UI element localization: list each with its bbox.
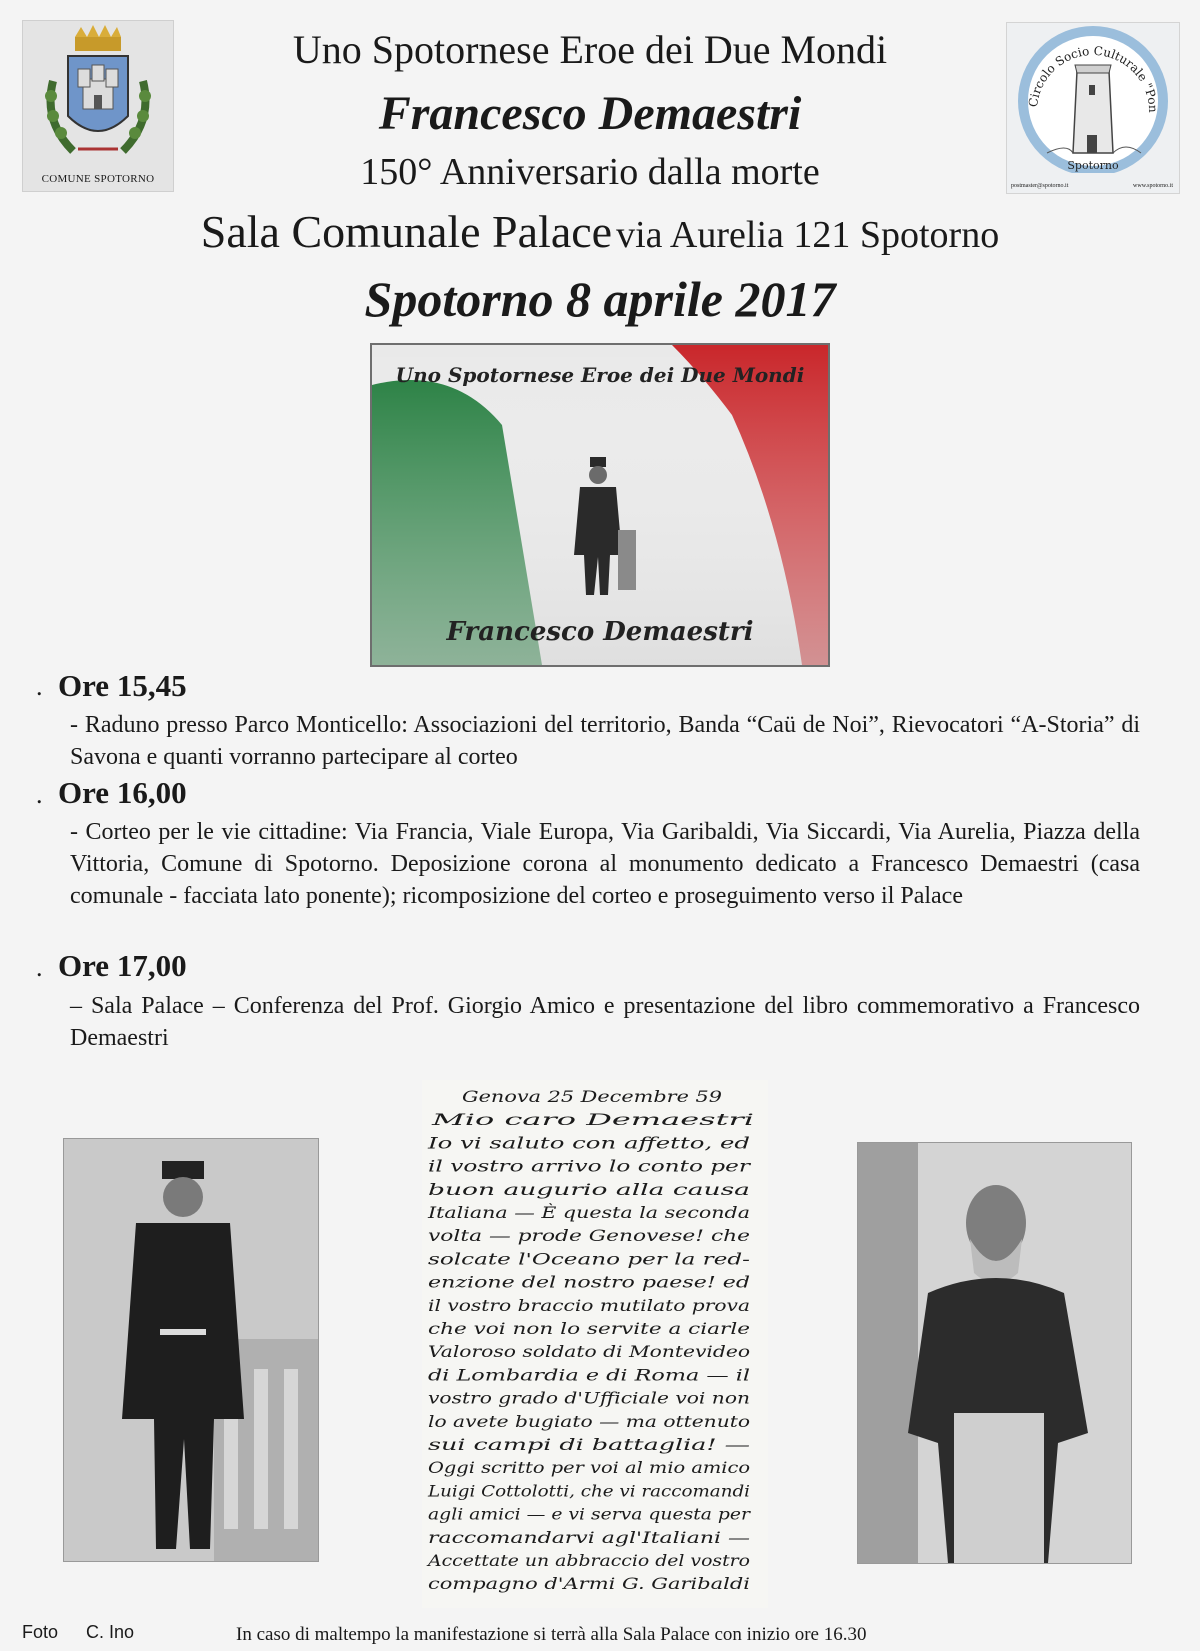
venue-line bbox=[0, 205, 1200, 258]
letter-line: Valoroso soldato di Montevideo bbox=[428, 1342, 750, 1362]
schedule-desc-3: – Sala Palace – Conferenza del Prof. Giorgio Amico e presentazione del libro commemorativo a Francesco Demaestri bbox=[70, 993, 1140, 1051]
logo-right-web: www.spotorno.it bbox=[1133, 183, 1173, 189]
comune-spotorno-logo bbox=[22, 20, 174, 192]
letter-line: vostro grado d'Ufficiale voi non bbox=[428, 1388, 750, 1408]
letter-line: lo avete bugiato — ma ottenuto bbox=[428, 1411, 750, 1431]
letter-line: sui campi di battaglia! — bbox=[428, 1435, 750, 1454]
letter-line: agli amici — e vi serva questa per bbox=[428, 1504, 752, 1524]
photo-demaestri bbox=[63, 1138, 319, 1562]
circolo-pontorno-logo bbox=[1006, 22, 1180, 194]
letter-line: Accettate un abbraccio del vostro bbox=[425, 1551, 750, 1570]
letter-line: buon augurio alla causa bbox=[428, 1179, 750, 1199]
logo-right-ring-text: Circolo Socio Culturale "Pon bbox=[1026, 43, 1161, 113]
letter-line: solcate l'Oceano per la red- bbox=[428, 1249, 750, 1269]
venue-address: via Aurelia 121 Spotorno bbox=[616, 214, 1000, 256]
schedule-desc-2: - Corteo per le vie cittadine: Via Francia, Viale Europa, Via Garibaldi, Via Siccardi, Via Aurelia, Piazza della Vittoria, Comune di Spotorno. Deposizione corona al monumento dedicato a Francesco Demaestri (casa comunale - facciata lato ponente); ricomposizione del corteo e proseguimento verso il Palace bbox=[70, 819, 1140, 909]
title-line-2: Francesco Demaestri bbox=[378, 87, 802, 140]
letter-line: raccomandarvi agl'Italiani — bbox=[428, 1527, 750, 1547]
logo-right-email: postmaster@spotorno.it bbox=[1011, 183, 1069, 189]
schedule-desc-1: - Raduno presso Parco Monticello: Associazioni del territorio, Banda “Caü de Noi”, Rievocatori “A-Storia” di Savona e quanti vorranno partecipare al corteo bbox=[70, 712, 1140, 770]
letter-line: il vostro braccio mutilato prova bbox=[428, 1295, 750, 1315]
flag-top-text: Uno Spotornese Eroe dei Due Mondi bbox=[395, 363, 805, 387]
schedule-bullet: . bbox=[36, 672, 43, 701]
photo-label: Foto bbox=[22, 1622, 59, 1642]
letter-line: Italiana — È questa la seconda bbox=[428, 1203, 679, 1222]
italian-flag-image bbox=[370, 343, 830, 667]
title-line-3: 150° Anniversario dalla morte bbox=[360, 151, 820, 193]
logo-right-place: Spotorno bbox=[1067, 159, 1119, 172]
schedule-bullet: . bbox=[36, 780, 43, 809]
schedule-time-2: Ore 16,00 bbox=[58, 775, 187, 810]
handwritten-letter-icon bbox=[422, 1080, 768, 1608]
title-line-1: Uno Spotornese Eroe dei Due Mondi bbox=[292, 27, 888, 72]
photo-garibaldi bbox=[857, 1142, 1132, 1564]
schedule-time-3: Ore 17,00 bbox=[58, 948, 187, 983]
tower-icon bbox=[1007, 23, 1179, 173]
letter-line: compagno d'Armi G. Garibaldi bbox=[428, 1574, 750, 1594]
event-date: Spotorno 8 aprile 2017 bbox=[364, 271, 836, 327]
letter-line: che voi non lo servite a ciarle bbox=[428, 1319, 750, 1338]
logo-left-caption: COMUNE SPOTORNO bbox=[41, 173, 155, 185]
garibaldi-letter bbox=[422, 1080, 768, 1608]
letter-line: Luigi Cottolotti, che vi raccomandi bbox=[426, 1481, 750, 1501]
photo-credit bbox=[22, 1622, 162, 1643]
letter-line: Io vi saluto con affetto, ed bbox=[426, 1133, 750, 1153]
schedule-time-1: Ore 15,45 bbox=[58, 668, 187, 703]
letter-line: Mio caro Demaestri bbox=[429, 1110, 754, 1130]
flag-bottom-text: Francesco Demaestri bbox=[446, 617, 754, 647]
coat-of-arms-icon bbox=[23, 21, 173, 171]
letter-line: enzione del nostro paese! ed bbox=[428, 1272, 750, 1292]
weather-note: In caso di maltempo la manifestazione si terrà alla Sala Palace con inizio ore 16.30 bbox=[236, 1624, 867, 1645]
letter-line: il vostro arrivo lo conto per bbox=[428, 1156, 752, 1176]
letter-line: volta — prode Genovese! che bbox=[428, 1226, 750, 1246]
letter-line: di Lombardia e di Roma — il bbox=[428, 1365, 750, 1385]
portrait-garibaldi-icon bbox=[858, 1143, 1131, 1563]
letter-line: Oggi scritto per voi al mio amico bbox=[428, 1458, 750, 1478]
letter-line: Genova 25 Decembre 59 bbox=[462, 1087, 722, 1106]
venue-main: Sala Comunale Palace bbox=[200, 206, 613, 257]
photo-author: C. Ino bbox=[86, 1622, 135, 1642]
schedule-bullet: . bbox=[36, 953, 43, 982]
portrait-soldier-icon bbox=[64, 1139, 318, 1561]
